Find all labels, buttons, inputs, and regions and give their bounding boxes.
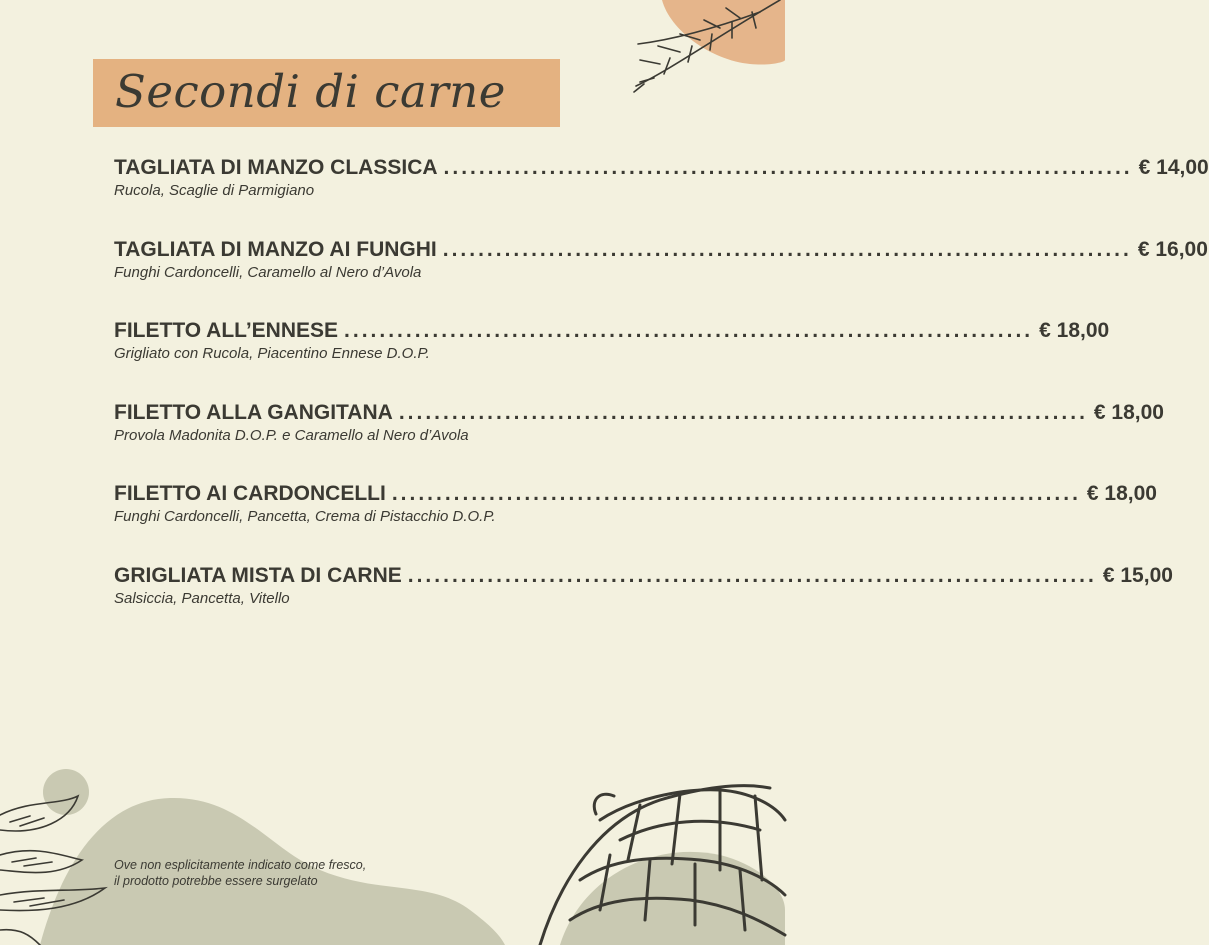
menu-item [114,480,1157,562]
dot-leader: .............................................................................. [391,482,1081,506]
footnote-line-2: il prodotto potrebbe essere surgelato [114,874,318,888]
dish-description: Rucola, Scaglie di Parmigiano [114,182,315,199]
dish-price: € 18,00 [1039,319,1110,343]
footnote-line-1: Ove non esplicitamente indicato come fresco, [114,858,367,872]
dish-price: € 18,00 [1086,482,1157,506]
dot-leader: .............................................................................. [398,400,1088,424]
dish-price: € 15,00 [1102,563,1173,587]
bottom-decoration [0,760,785,945]
dish-name: TAGLIATA DI MANZO AI FUNGHI [114,237,437,261]
menu-list [114,154,1209,644]
menu-item [114,317,1110,399]
dish-description: Grigliato con Rucola, Piacentino Ennese D.O.P. [114,345,430,363]
dish-description: Funghi Cardoncelli, Caramello al Nero d’Avola [114,263,422,281]
dish-name: GRIGLIATA MISTA DI CARNE [114,563,402,587]
dish-description: Salsiccia, Pancetta, Vitello [114,589,290,607]
dish-name: TAGLIATA DI MANZO CLASSICA [114,156,438,179]
dish-price: € 18,00 [1093,400,1164,424]
dot-leader: .............................................................................. [442,237,1132,261]
dish-price: € 14,00 [1138,156,1209,179]
menu-item [114,154,1209,236]
menu-item [114,562,1173,644]
dish-name: FILETTO AI CARDONCELLI [114,482,386,506]
dish-price: € 16,00 [1137,237,1208,261]
footnote [114,857,366,889]
dot-leader: .............................................................................. [443,156,1133,179]
top-right-decoration [600,0,785,100]
menu-item [114,399,1164,481]
page-title: Secondi di carne [115,65,506,118]
title-band [93,59,560,127]
dish-description: Funghi Cardoncelli, Pancetta, Crema di Pistacchio D.O.P. [114,508,496,526]
dish-name: FILETTO ALL’ENNESE [114,319,339,343]
menu-item [114,236,1208,318]
dish-description: Provola Madonita D.O.P. e Caramello al Nero d’Avola [114,426,469,444]
dot-leader: .............................................................................. [407,563,1097,587]
dot-leader: .............................................................................. [344,319,1034,343]
dish-name: FILETTO ALLA GANGITANA [114,400,393,424]
